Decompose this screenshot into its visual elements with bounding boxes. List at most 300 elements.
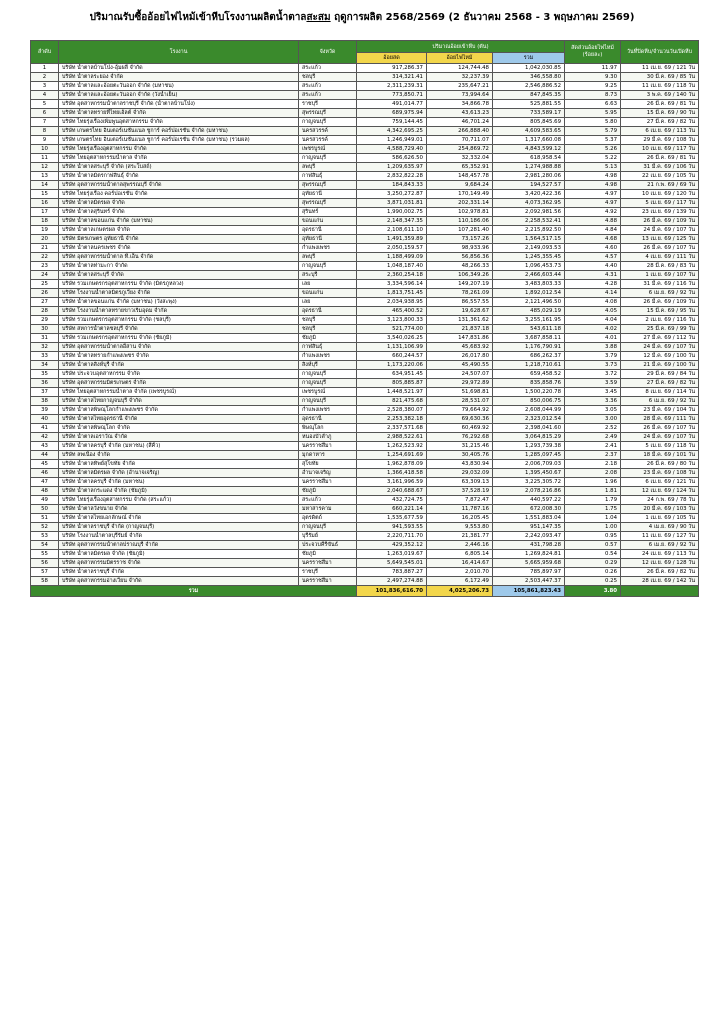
row-factory: บริษัท น้ำตาลทรายที่ไทยเฮ้ลต์ จำกัด (59, 109, 299, 118)
row-days: 27 มี.ค. 69 / 112 วัน (621, 334, 699, 343)
row-days: 28 มี.ค. 69 / 83 วัน (621, 262, 699, 271)
row-burnt: 266,888.40 (427, 127, 493, 136)
row-factory: บริษัท น้ำตาลบ้านโป่ง-อุ้มผลี จำกัด (59, 64, 299, 73)
row-fresh: 491,014.77 (357, 100, 427, 109)
row-days: 18 มี.ค. 69 / 101 วัน (621, 451, 699, 460)
row-province: มุกดาหาร (299, 451, 357, 460)
row-fresh: 2,148,347.35 (357, 217, 427, 226)
row-factory: บริษัท รวมเกษตรกรอุตสาหกรรม จำกัด (มิตรภูหลวง) (59, 280, 299, 289)
row-fresh: 432,724.75 (357, 496, 427, 505)
row-total: 659,458.52 (493, 370, 565, 379)
row-factory: บริษัท ประจวบอุตสาหกรรม จำกัด (59, 370, 299, 379)
row-burnt: 73,157.26 (427, 235, 493, 244)
row-pct: 1.81 (565, 487, 621, 496)
row-factory: บริษัท น้ำตาลพิษณุโลกกำแพงเพชร จำกัด (59, 406, 299, 415)
row-days: 26 มี.ค. 69 / 109 วัน (621, 217, 699, 226)
table-row (31, 109, 699, 118)
row-days: 22 เม.ย. 69 / 105 วัน (621, 172, 699, 181)
row-fresh: 521,774.00 (357, 325, 427, 334)
row-days: 21 ก.พ. 69 / 69 วัน (621, 181, 699, 190)
total-row (31, 586, 699, 597)
row-pct: 11.97 (565, 64, 621, 73)
row-no: 51 (31, 514, 59, 523)
row-fresh: 429,352.12 (357, 541, 427, 550)
row-total: 4,073,362.95 (493, 199, 565, 208)
table-row (31, 487, 699, 496)
row-no: 31 (31, 334, 59, 343)
table-row (31, 361, 699, 370)
row-burnt: 6,805.14 (427, 550, 493, 559)
row-factory: บริษัท ไทยรุ่งเรือง คอร์ปอเรชั่น จำกัด (59, 190, 299, 199)
row-no: 32 (31, 343, 59, 352)
table-row (31, 172, 699, 181)
row-burnt: 148,457.78 (427, 172, 493, 181)
row-days: 26 มี.ค. 69 / 82 วัน (621, 568, 699, 577)
row-fresh: 5,649,545.01 (357, 559, 427, 568)
row-pct: 3.45 (565, 388, 621, 397)
row-burnt: 16,414.67 (427, 559, 493, 568)
row-province: กาฬสินธุ์ (299, 172, 357, 181)
row-no: 38 (31, 397, 59, 406)
row-fresh: 1,209,635.97 (357, 163, 427, 172)
row-pct: 2.08 (565, 469, 621, 478)
row-pct: 4.28 (565, 280, 621, 289)
table-row (31, 568, 699, 577)
table-row (31, 190, 699, 199)
row-province: เลย (299, 280, 357, 289)
row-province: กาญจนบุรี (299, 118, 357, 127)
row-burnt: 26,017.80 (427, 352, 493, 361)
row-days: 6 เม.ย. 69 / 113 วัน (621, 127, 699, 136)
row-days: 6 เม.ย. 69 / 92 วัน (621, 397, 699, 406)
row-pct: 4.02 (565, 325, 621, 334)
row-factory: บริษัท น้ำตาลเกษตรผล จำกัด (59, 226, 299, 235)
row-total: 2,546,886.52 (493, 82, 565, 91)
row-fresh: 783,887.27 (357, 568, 427, 577)
table-row (31, 91, 699, 100)
row-province: กำแพงเพชร (299, 352, 357, 361)
row-burnt: 37,528.19 (427, 487, 493, 496)
row-no: 21 (31, 244, 59, 253)
row-total: 2,006,709.03 (493, 460, 565, 469)
row-no: 37 (31, 388, 59, 397)
table-row (31, 334, 699, 343)
row-days: 8 เม.ย. 69 / 114 วัน (621, 388, 699, 397)
row-province: บุรีรัมย์ (299, 532, 357, 541)
row-total: 2,078,216.86 (493, 487, 565, 496)
row-days: 12 มี.ค. 69 / 100 วัน (621, 352, 699, 361)
table-row (31, 478, 699, 487)
row-fresh: 1,173,220.06 (357, 361, 427, 370)
row-factory: บริษัท น้ำตาลครบุรี จำกัด (มหาชน) (สีคิ้ว) (59, 442, 299, 451)
row-no: 49 (31, 496, 59, 505)
row-factory: บริษัท น้ำตาลขอนแก่น จำกัด (มหาชน) (วังสะพุง) (59, 298, 299, 307)
row-pct: 0.57 (565, 541, 621, 550)
row-pct: 3.36 (565, 397, 621, 406)
table-row (31, 127, 699, 136)
row-days: 6 เม.ย. 69 / 92 วัน (621, 289, 699, 298)
row-factory: บริษัท โรงงานน้ำตาลมิตรภูเวียง จำกัด (59, 289, 299, 298)
row-no: 5 (31, 100, 59, 109)
row-province: อุทัยธานี (299, 235, 357, 244)
row-days: 3 พ.ค. 69 / 140 วัน (621, 91, 699, 100)
row-days: 26 มี.ค. 69 / 109 วัน (621, 298, 699, 307)
total-fresh: 101,836,616.70 (357, 586, 427, 597)
row-province: สระแก้ว (299, 64, 357, 73)
row-pct: 2.49 (565, 433, 621, 442)
row-no: 36 (31, 379, 59, 388)
row-pct: 5.79 (565, 127, 621, 136)
row-province: อุดรธานี (299, 226, 357, 235)
row-burnt: 69,630.36 (427, 415, 493, 424)
row-pct: 9.25 (565, 82, 621, 91)
row-total: 3,255,161.95 (493, 316, 565, 325)
row-fresh: 2,832,822.28 (357, 172, 427, 181)
row-no: 54 (31, 541, 59, 550)
table-row (31, 307, 699, 316)
row-total: 2,242,093.47 (493, 532, 565, 541)
row-total: 525,881.55 (493, 100, 565, 109)
row-no: 41 (31, 424, 59, 433)
row-days: 23 เม.ย. 69 / 139 วัน (621, 208, 699, 217)
row-no: 26 (31, 289, 59, 298)
row-factory: บริษัท อุตสาหกรรมมิตรเกษตร จำกัด (59, 379, 299, 388)
row-factory: บริษัท เกษตรไทย อินเตอร์เนชั่นแนล ชูการ์ คอร์ปอเรชั่น จำกัด (มหาชน) (59, 127, 299, 136)
row-factory: บริษัท ไทยรุ่งเรืองเพิ่มพูนอุตสาหกรรม จำกัด (59, 118, 299, 127)
header-closing-days: วันที่ปิดหีบ/จำนวนวันเปิดหีบ (621, 41, 699, 64)
row-fresh: 1,366,418.58 (357, 469, 427, 478)
row-no: 8 (31, 127, 59, 136)
row-days: 5 เม.ย. 69 / 118 วัน (621, 442, 699, 451)
row-fresh: 1,262,523.92 (357, 442, 427, 451)
row-total: 2,323,012.54 (493, 415, 565, 424)
table-row (31, 208, 699, 217)
row-burnt: 131,361.62 (427, 316, 493, 325)
row-no: 47 (31, 478, 59, 487)
row-no: 39 (31, 406, 59, 415)
row-factory: บริษัท อุตสาหกรรมน้ำตาลราชบุรี จำกัด (น้ำตาลบ้านโป่ง) (59, 100, 299, 109)
row-factory: บริษัท น้ำตาลกระแดง จำกัด (ชัยภูมิ) (59, 487, 299, 496)
row-fresh: 2,050,159.57 (357, 244, 427, 253)
header-no: ลำดับ (31, 41, 59, 64)
row-burnt: 30,405.76 (427, 451, 493, 460)
row-factory: บริษัท อุตสาหกรรมอ่างเวียน จำกัด (59, 577, 299, 586)
row-fresh: 1,535,677.59 (357, 514, 427, 523)
row-province: นครสวรรค์ (299, 136, 357, 145)
row-province: กาญจนบุรี (299, 379, 357, 388)
row-total: 2,398,041.60 (493, 424, 565, 433)
table-body (31, 64, 699, 586)
row-factory: บริษัท น้ำตาลไทยกาญจนบุรี จำกัด (59, 397, 299, 406)
row-days: 6 เม.ย. 69 / 121 วัน (621, 478, 699, 487)
row-province: กาญจนบุรี (299, 523, 357, 532)
row-province: ชลบุรี (299, 325, 357, 334)
row-total: 835,858.76 (493, 379, 565, 388)
row-burnt: 24,507.07 (427, 370, 493, 379)
row-days: 27 มี.ค. 69 / 82 วัน (621, 118, 699, 127)
row-pct: 1.04 (565, 514, 621, 523)
row-burnt: 70,711.07 (427, 136, 493, 145)
row-days: 10 เม.ย. 69 / 120 วัน (621, 190, 699, 199)
row-no: 2 (31, 73, 59, 82)
row-no: 22 (31, 253, 59, 262)
row-burnt: 16,205.45 (427, 514, 493, 523)
table-row (31, 523, 699, 532)
header-factory: โรงงาน (59, 41, 299, 64)
row-days: 27 มี.ค. 69 / 82 วัน (621, 379, 699, 388)
table-row (31, 226, 699, 235)
table-row (31, 496, 699, 505)
row-days: 29 มี.ค. 69 / 108 วัน (621, 136, 699, 145)
row-factory: บริษัท มิตรเกษตร อุทัยธานี จำกัด (59, 235, 299, 244)
row-total: 2,092,981.56 (493, 208, 565, 217)
table-row (31, 442, 699, 451)
row-no: 44 (31, 451, 59, 460)
table-row (31, 280, 699, 289)
row-burnt: 6,172.49 (427, 577, 493, 586)
row-province: อำนาจเจริญ (299, 469, 357, 478)
row-fresh: 465,400.52 (357, 307, 427, 316)
row-province: ชัยภูมิ (299, 487, 357, 496)
row-province: กาญจนบุรี (299, 262, 357, 271)
row-pct: 5.95 (565, 109, 621, 118)
row-pct: 5.26 (565, 145, 621, 154)
row-pct: 4.97 (565, 199, 621, 208)
row-factory: บริษัท น้ำตาลมิตรผล จำกัด (อำนาจเจริญ) (59, 469, 299, 478)
row-factory: บริษัท น้ำตาลท่ามะกา จำกัด (59, 262, 299, 271)
row-days: 13 เม.ย. 69 / 125 วัน (621, 235, 699, 244)
row-pct: 4.05 (565, 307, 621, 316)
row-factory: บริษัท อุตสาหกรรมน้ำตาล ที.เอ็น จำกัด (59, 253, 299, 262)
table-row (31, 163, 699, 172)
row-factory: บริษัท น้ำตาลสิงห์บุรี จำกัด (59, 361, 299, 370)
row-pct: 5.13 (565, 163, 621, 172)
row-province: อุดรธานี (299, 307, 357, 316)
row-fresh: 2,253,382.18 (357, 415, 427, 424)
row-pct: 4.84 (565, 226, 621, 235)
row-days: 31 มี.ค. 69 / 106 วัน (621, 163, 699, 172)
row-total: 1,551,883.04 (493, 514, 565, 523)
row-factory: บริษัท อุตสาหกรรมมิตรราช จำกัด (59, 559, 299, 568)
row-burnt: 9,684.24 (427, 181, 493, 190)
row-fresh: 660,221.14 (357, 505, 427, 514)
cane-intake-table (30, 40, 699, 597)
row-fresh: 3,123,800.33 (357, 316, 427, 325)
row-fresh: 634,951.45 (357, 370, 427, 379)
row-days: 12 เม.ย. 69 / 124 วัน (621, 487, 699, 496)
row-burnt: 254,869.72 (427, 145, 493, 154)
row-burnt: 86,557.55 (427, 298, 493, 307)
row-no: 46 (31, 469, 59, 478)
row-province: มหาสารคาม (299, 505, 357, 514)
row-fresh: 805,885.87 (357, 379, 427, 388)
row-burnt: 76,292.68 (427, 433, 493, 442)
table-row (31, 100, 699, 109)
row-fresh: 314,321.41 (357, 73, 427, 82)
table-row (31, 514, 699, 523)
row-province: กำแพงเพชร (299, 406, 357, 415)
header-burnt-pct: สัดส่วนอ้อยไฟไหม้ (ร้อยละ) (565, 41, 621, 64)
table-row (31, 64, 699, 73)
row-no: 55 (31, 550, 59, 559)
row-days: 31 มี.ค. 69 / 116 วัน (621, 280, 699, 289)
row-pct: 6.63 (565, 100, 621, 109)
row-total: 194,527.57 (493, 181, 565, 190)
row-province: สุโขทัย (299, 460, 357, 469)
row-total: 5,665,959.68 (493, 559, 565, 568)
row-no: 9 (31, 136, 59, 145)
row-burnt: 78,261.09 (427, 289, 493, 298)
row-days: 11 เม.ย. 69 / 121 วัน (621, 64, 699, 73)
row-factory: บริษัท น้ำตาลและอ้อยตะวันออก จำกัด (วังน้ำเย็น) (59, 91, 299, 100)
row-burnt: 32,237.39 (427, 73, 493, 82)
row-total: 1,564,517.15 (493, 235, 565, 244)
row-total: 431,798.28 (493, 541, 565, 550)
table-row (31, 253, 699, 262)
row-total: 1,274,988.88 (493, 163, 565, 172)
row-days: 1 เม.ย. 69 / 105 วัน (621, 514, 699, 523)
row-fresh: 1,254,691.69 (357, 451, 427, 460)
row-fresh: 1,491,359.89 (357, 235, 427, 244)
row-days: 23 มี.ค. 69 / 104 วัน (621, 406, 699, 415)
row-no: 11 (31, 154, 59, 163)
row-pct: 0.54 (565, 550, 621, 559)
row-factory: บริษัท น้ำตาลมิตรผล จำกัด (59, 199, 299, 208)
table-row (31, 397, 699, 406)
row-total: 1,285,097.45 (493, 451, 565, 460)
row-fresh: 2,988,522.61 (357, 433, 427, 442)
row-burnt: 32,332.04 (427, 154, 493, 163)
row-factory: บริษัท น้ำตาลระยอง จำกัด (59, 73, 299, 82)
row-fresh: 2,528,380.07 (357, 406, 427, 415)
row-total: 1,096,453.73 (493, 262, 565, 271)
row-total: 1,500,220.78 (493, 388, 565, 397)
table-row (31, 550, 699, 559)
row-no: 15 (31, 190, 59, 199)
total-total: 105,861,823.43 (493, 586, 565, 597)
row-factory: บริษัท อุตสาหกรรมน้ำตาลสุพรรณบุรี จำกัด (59, 181, 299, 190)
table-row (31, 460, 699, 469)
row-no: 3 (31, 82, 59, 91)
row-pct: 4.92 (565, 208, 621, 217)
row-fresh: 660,244.57 (357, 352, 427, 361)
table-row (31, 406, 699, 415)
table-row (31, 370, 699, 379)
row-burnt: 147,831.86 (427, 334, 493, 343)
row-burnt: 102,978.81 (427, 208, 493, 217)
row-burnt: 31,215.46 (427, 442, 493, 451)
row-days: 26 มี.ค. 69 / 81 วัน (621, 154, 699, 163)
row-no: 52 (31, 523, 59, 532)
row-province: เลย (299, 298, 357, 307)
row-no: 33 (31, 352, 59, 361)
table-row (31, 118, 699, 127)
row-pct: 4.08 (565, 298, 621, 307)
row-fresh: 2,497,274.88 (357, 577, 427, 586)
row-burnt: 46,701.24 (427, 118, 493, 127)
row-total: 543,611.18 (493, 325, 565, 334)
row-days: 11 เม.ย. 69 / 118 วัน (621, 82, 699, 91)
page-title (0, 10, 724, 25)
row-factory: บริษัท สหการน้ำตาลชลบุรี จำกัด (59, 325, 299, 334)
table-row (31, 82, 699, 91)
row-no: 58 (31, 577, 59, 586)
row-fresh: 2,108,611.10 (357, 226, 427, 235)
total-label: รวม (31, 586, 357, 597)
header-fresh: อ้อยสด (357, 53, 427, 64)
row-no: 45 (31, 460, 59, 469)
row-fresh: 1,131,106.99 (357, 343, 427, 352)
table-header (31, 41, 699, 64)
row-fresh: 3,250,272.87 (357, 190, 427, 199)
row-burnt: 21,381.77 (427, 532, 493, 541)
row-no: 24 (31, 271, 59, 280)
table-row (31, 424, 699, 433)
row-days: 6 เม.ย. 69 / 92 วัน (621, 541, 699, 550)
row-pct: 2.37 (565, 451, 621, 460)
row-total: 2,215,892.50 (493, 226, 565, 235)
row-province: นครราชสีมา (299, 577, 357, 586)
row-total: 485,029.19 (493, 307, 565, 316)
row-factory: บริษัท น้ำตาลนครเพชร จำกัด (59, 244, 299, 253)
row-days: 29 มี.ค. 69 / 84 วัน (621, 370, 699, 379)
row-factory: บริษัท น้ำตาลและอ้อยตะวันออก จำกัด (มหาชน) (59, 82, 299, 91)
row-pct: 1.75 (565, 505, 621, 514)
row-days: 5 เม.ย. 69 / 117 วัน (621, 199, 699, 208)
row-province: นครสวรรค์ (299, 127, 357, 136)
row-factory: บริษัท น้ำตาลสระบุรี จำกัด (สระโบสถ์) (59, 163, 299, 172)
row-total: 1,042,030.85 (493, 64, 565, 73)
row-no: 19 (31, 226, 59, 235)
row-burnt: 45,683.92 (427, 343, 493, 352)
row-days: 15 มี.ค. 69 / 90 วัน (621, 109, 699, 118)
row-factory: บริษัท น้ำตาลมิตรกาฬสินธุ์ จำกัด (59, 172, 299, 181)
row-total: 2,258,532.41 (493, 217, 565, 226)
row-pct: 4.60 (565, 244, 621, 253)
row-pct: 4.14 (565, 289, 621, 298)
row-province: นครราชสีมา (299, 478, 357, 487)
row-total: 618,958.54 (493, 154, 565, 163)
row-fresh: 821,475.68 (357, 397, 427, 406)
table-row (31, 541, 699, 550)
row-no: 12 (31, 163, 59, 172)
row-factory: บริษัท น้ำตาลราชบุรี จำกัด (กาญจนบุรี) (59, 523, 299, 532)
row-province: ขอนแก่น (299, 289, 357, 298)
row-total: 2,503,447.37 (493, 577, 565, 586)
row-total: 1,176,790.91 (493, 343, 565, 352)
row-burnt: 29,972.89 (427, 379, 493, 388)
row-no: 57 (31, 568, 59, 577)
row-total: 2,121,496.50 (493, 298, 565, 307)
row-fresh: 4,342,695.25 (357, 127, 427, 136)
row-days: 30 มี.ค. 69 / 85 วัน (621, 73, 699, 82)
row-burnt: 149,207.19 (427, 280, 493, 289)
row-factory: บริษัท รวมเกษตรกรอุตสาหกรรม จำกัด (ชลบุรี) (59, 316, 299, 325)
row-no: 27 (31, 298, 59, 307)
header-cane-group: ปริมาณอ้อยเข้าหีบ (ตัน) (357, 41, 565, 53)
row-fresh: 689,975.94 (357, 109, 427, 118)
row-no: 20 (31, 235, 59, 244)
table-row (31, 235, 699, 244)
row-province: ชลบุรี (299, 316, 357, 325)
row-pct: 4.88 (565, 217, 621, 226)
row-province: กาญจนบุรี (299, 397, 357, 406)
total-days (621, 586, 699, 597)
row-pct: 0.25 (565, 577, 621, 586)
row-no: 10 (31, 145, 59, 154)
row-province: อุตรดิตถ์ (299, 514, 357, 523)
row-burnt: 19,628.67 (427, 307, 493, 316)
